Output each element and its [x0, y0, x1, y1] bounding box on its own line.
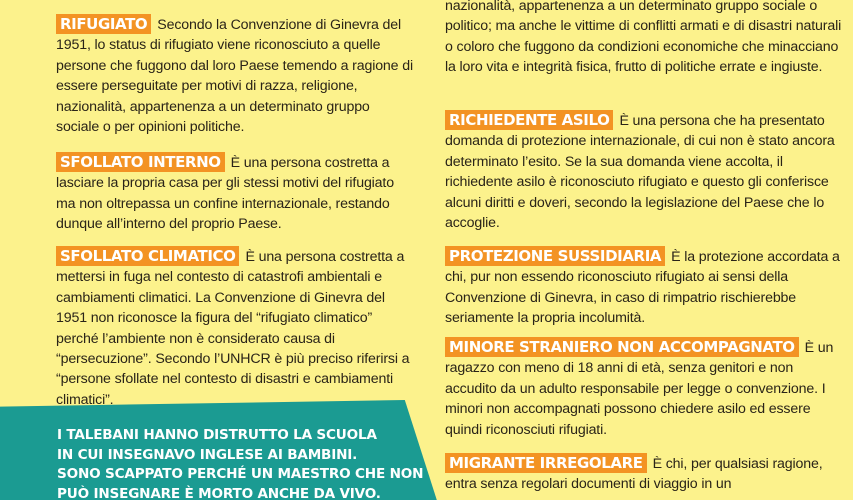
term-sfollato-climatico: SFOLLATO CLIMATICO — [56, 246, 239, 266]
term-sfollato-interno: SFOLLATO INTERNO — [56, 152, 225, 172]
definition-richiedente-asilo: È una persona che ha presentato domanda di protezione internazionale, di cui non è stato ancora determinato l’esito. Se la sua domanda viene accolta, il richiedente asilo è riconosciuto rifugiato e questo gli conferisce alcuni diritti e doveri, secondo la legislazione del Paese che lo accoglie. — [445, 113, 835, 232]
entry-continuation — [445, 0, 845, 78]
definition-minore: È un ragazzo con meno di 18 anni di età, senza genitori e non accudito da un adulto responsabile per legge o convenzione. I minori non accompagnati possono chiedere asilo ed essere quindi riconosciuti rifugiati. — [445, 340, 834, 438]
term-rifugiato: RIFUGIATO — [56, 14, 151, 34]
quote-line: PUÒ INSEGNARE È MORTO ANCHE DA VIVO. — [57, 485, 381, 500]
entry-minore — [445, 337, 845, 440]
term-richiedente-asilo: RICHIEDENTE ASILO — [445, 110, 613, 130]
quote-line: I TALEBANI HANNO DISTRUTTO LA SCUOLA — [57, 427, 377, 443]
term-migrante: MIGRANTE IRREGOLARE — [445, 453, 647, 473]
entry-sfollato-climatico — [56, 246, 416, 410]
definition-rifugiato: Secondo la Convenzione di Ginevra del 1951, lo status di rifugiato viene riconosciuto a quelle persone che fuggono dal loro Paese temendo a ragione di essere perseguitate per motivi di razza, religione, nazionalità, appartenenza a un determinato gruppo sociale o per opinioni politiche. — [56, 17, 413, 136]
definition-continuation: nazionalità, appartenenza a un determinato gruppo sociale o politico; ma anche le vittime di conflitti armati e di disastri naturali o coloro che fuggono da condizioni economiche che minacciano la loro vita e integrità fisica, frutto di politiche errate e ingiuste. — [445, 0, 842, 76]
quote-text — [57, 426, 424, 500]
definition-sfollato-interno: È una persona costretta a lasciare la propria casa per gli stessi motivi del rifugiato ma non oltrepassa un confine internazionale, restando dunque all’interno del proprio Paese. — [56, 155, 394, 233]
term-protezione-sussidiaria: PROTEZIONE SUSSIDIARIA — [445, 246, 665, 266]
entry-migrante — [445, 453, 845, 495]
entry-richiedente-asilo — [445, 110, 845, 233]
definition-migrante: È chi, per qualsiasi ragione, entra senza regolari documenti di viaggio in un — [445, 456, 823, 493]
entry-sfollato-interno — [56, 152, 416, 235]
definition-protezione-sussidiaria: È la protezione accordata a chi, pur non essendo riconosciuto rifugiato ai sensi della Convenzione di Ginevra, in caso di rimpatrio rischierebbe seriamente la propria incolumità. — [445, 249, 840, 327]
term-minore: MINORE STRANIERO NON ACCOMPAGNATO — [445, 337, 799, 357]
definition-sfollato-climatico: È una persona costretta a mettersi in fuga nel contesto di catastrofi ambientali e cambiamenti climatici. La Convenzione di Ginevra del 1951 non riconosce la figura del “rifugiato climatico” perché l’ambiente non è considerato causa di “persecuzione”. Secondo l’UNHCR è più preciso riferirsi a “persone sfollate nel contesto di disastri e cambiamenti climatici”. — [56, 249, 410, 408]
quote-line: SONO SCAPPATO PERCHÉ UN MAESTRO CHE NON — [57, 466, 424, 482]
entry-protezione-sussidiaria — [445, 246, 845, 329]
entry-rifugiato — [56, 14, 416, 137]
quote-line: IN CUI INSEGNAVO INGLESE AI BAMBINI. — [57, 446, 358, 463]
